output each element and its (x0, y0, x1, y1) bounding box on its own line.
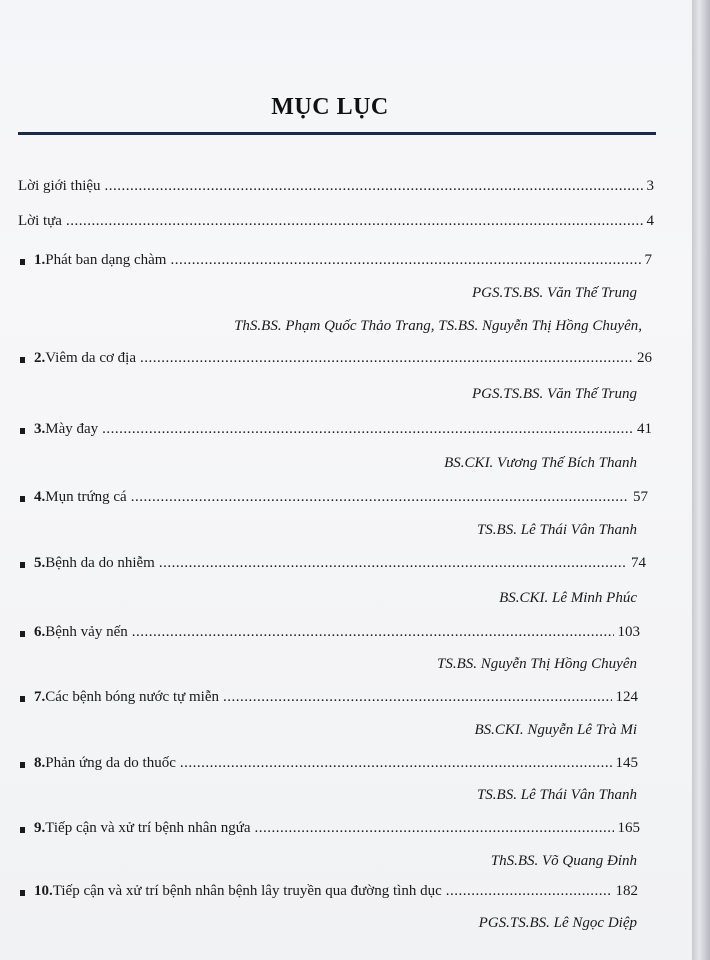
chapter-author: BS.CKI. Vương Thế Bích Thanh (444, 455, 637, 471)
chapter-author: PGS.TS.BS. Văn Thế Trung (471, 386, 637, 402)
dot-leader (132, 624, 614, 641)
dot-leader (255, 820, 614, 837)
chapter-number: 4. (34, 489, 46, 505)
entry-title: Tiếp cận và xử trí bệnh nhân bệnh lây truyền qua đường tình dục (52, 883, 442, 899)
entry-title: Tiếp cận và xử trí bệnh nhân ngứa (45, 820, 251, 836)
chapter-author: TS.BS. Lê Thái Vân Thanh (476, 522, 637, 538)
toc-entry-chapter-8[interactable] (0, 755, 660, 779)
toc-entry-chapter-5[interactable] (0, 555, 660, 579)
entry-title: Mày đay (45, 421, 99, 437)
entry-title: Mụn trứng cá (45, 489, 127, 505)
bullet-icon (20, 259, 25, 265)
chapter-number: 9. (34, 820, 46, 836)
bullet-icon (20, 890, 25, 896)
toc-row (34, 820, 640, 844)
toc-row (18, 178, 654, 202)
entry-title: Lời giới thiệu (18, 178, 101, 194)
dot-leader (170, 252, 640, 269)
toc-row (34, 755, 638, 779)
chapter-author: ThS.BS. Võ Quang Đỉnh (490, 853, 637, 869)
chapter-author: TS.BS. Lê Thái Vân Thanh (476, 787, 637, 803)
toc-entry-chapter-3[interactable] (0, 421, 660, 445)
dot-leader (131, 489, 629, 506)
bullet-icon (20, 357, 25, 363)
toc-entry-chapter-6[interactable] (0, 624, 660, 648)
chapter-author: PGS.TS.BS. Lê Ngọc Diệp (478, 915, 637, 931)
entry-title: Bệnh vảy nến (45, 624, 128, 640)
toc-row (34, 350, 652, 374)
chapter-number: 10. (34, 883, 53, 899)
entry-title: Phát ban dạng chàm (45, 252, 167, 268)
page-title: MỤC LỤC (271, 94, 389, 120)
dot-leader (66, 213, 643, 230)
bullet-icon (20, 562, 25, 568)
page-number: 124 (615, 689, 638, 705)
page-number: 165 (617, 820, 640, 836)
toc-row (34, 883, 638, 907)
toc-entry-preface[interactable] (0, 213, 660, 237)
toc-entry-chapter-9[interactable] (0, 820, 660, 844)
toc-entry-intro[interactable] (0, 178, 660, 202)
toc-row (34, 624, 640, 648)
toc-entry-chapter-7[interactable] (0, 689, 660, 713)
chapter-author: BS.CKI. Nguyễn Lê Trà Mi (474, 722, 637, 738)
page-number: 103 (617, 624, 640, 640)
bullet-icon (20, 762, 25, 768)
title-underline (18, 132, 656, 135)
chapter-number: 7. (34, 689, 46, 705)
bullet-icon (20, 827, 25, 833)
dot-leader (446, 883, 612, 900)
bullet-icon (20, 631, 25, 637)
page-number: 145 (615, 755, 638, 771)
page-number: 4 (646, 213, 654, 229)
entry-title: Viêm da cơ địa (45, 350, 136, 366)
toc-entry-chapter-4[interactable] (0, 489, 660, 513)
dot-leader (159, 555, 627, 572)
chapter-number: 5. (34, 555, 46, 571)
page-number: 41 (637, 421, 652, 437)
chapter-author: PGS.TS.BS. Văn Thế Trung (471, 285, 637, 301)
dot-leader (223, 689, 612, 706)
chapter-number: 3. (34, 421, 46, 437)
bullet-icon (20, 696, 25, 702)
toc-row (34, 489, 648, 513)
entry-title: Phản ứng da do thuốc (45, 755, 176, 771)
page-number: 3 (646, 178, 654, 194)
chapter-number: 1. (34, 252, 46, 268)
toc-entry-chapter-1[interactable] (0, 252, 660, 276)
dot-leader (180, 755, 612, 772)
bullet-icon (20, 428, 25, 434)
page-number: 74 (631, 555, 646, 571)
dot-leader (105, 178, 643, 195)
book-spine-edge (692, 0, 710, 960)
toc-entry-chapter-2[interactable] (0, 350, 660, 374)
chapter-author: ThS.BS. Phạm Quốc Thảo Trang, TS.BS. Nguyễn Thị Hồng Chuyên, (234, 318, 642, 334)
toc-row (18, 213, 654, 237)
page-number: 26 (637, 350, 652, 366)
entry-title: Bệnh da do nhiễm (45, 555, 155, 571)
chapter-author: BS.CKI. Lê Minh Phúc (499, 590, 637, 606)
page-number: 182 (615, 883, 638, 899)
chapter-author: TS.BS. Nguyễn Thị Hồng Chuyên (437, 656, 637, 672)
page-number: 57 (633, 489, 648, 505)
chapter-number: 6. (34, 624, 46, 640)
dot-leader (140, 350, 633, 367)
chapter-number: 2. (34, 350, 46, 366)
toc-entry-chapter-10[interactable] (0, 883, 660, 907)
toc-row (34, 689, 638, 713)
chapter-number: 8. (34, 755, 46, 771)
page-number: 7 (644, 252, 652, 268)
dot-leader (102, 421, 633, 438)
toc-row (34, 555, 646, 579)
entry-title: Lời tựa (18, 213, 62, 229)
toc-row (34, 252, 652, 276)
toc-row (34, 421, 652, 445)
entry-title: Các bệnh bóng nước tự miễn (45, 689, 219, 705)
bullet-icon (20, 496, 25, 502)
